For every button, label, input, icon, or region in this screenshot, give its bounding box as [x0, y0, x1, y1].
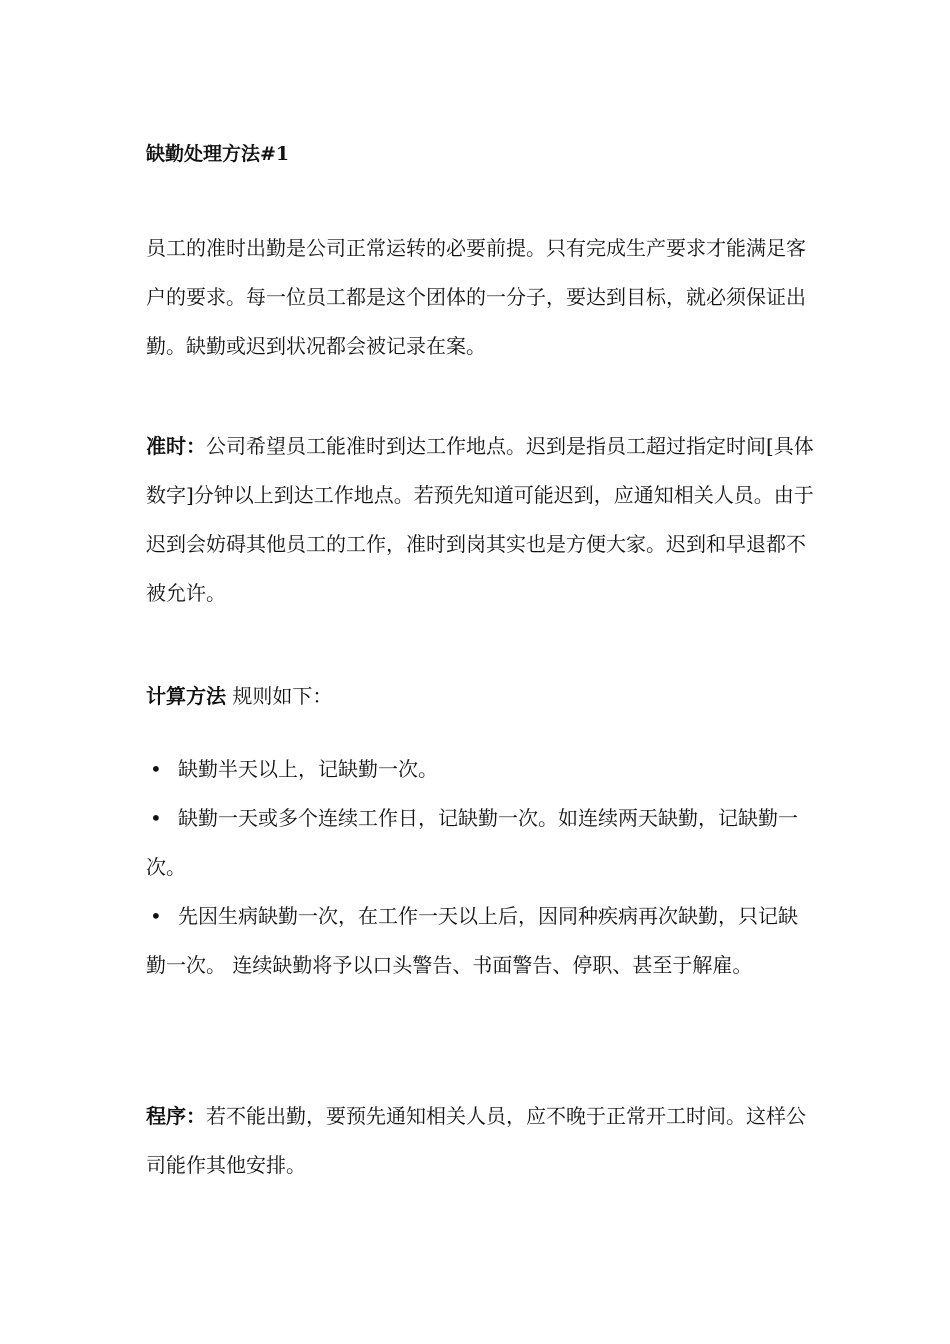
- bullet-text: 缺勤半天以上，记缺勤一次。: [178, 757, 438, 781]
- procedure-paragraph: [146, 1092, 816, 1190]
- list-item: [146, 745, 816, 794]
- list-item: [146, 892, 816, 990]
- calculation-paragraph: [146, 672, 816, 721]
- bullet-text: 先因生病缺勤一次，在工作一天以上后，因同种疾病再次缺勤，只记缺勤一次。 连续缺勤将予以口头警告、书面警告、停职、甚至于解雇。: [146, 904, 798, 977]
- bullet-text: 缺勤一天或多个连续工作日，记缺勤一次。如连续两天缺勤，记缺勤一次。: [146, 806, 798, 879]
- procedure-heading: 程序：: [146, 1104, 206, 1128]
- punctuality-paragraph: [146, 422, 816, 618]
- procedure-text: 若不能出勤，要预先通知相关人员，应不晚于正常开工时间。这样公司能作其他安排。: [146, 1104, 806, 1177]
- bullet-icon: •: [150, 904, 162, 928]
- list-item: [146, 794, 816, 892]
- calculation-heading: 计算方法: [146, 684, 226, 708]
- bullet-icon: •: [150, 757, 162, 781]
- document-title: 缺勤处理方法#1: [146, 143, 290, 165]
- punctuality-text: 公司希望员工能准时到达工作地点。迟到是指员工超过指定时间[具体数字]分钟以上到达工作地点。若预先知道可能迟到，应通知相关人员。由于迟到会妨碍其他员工的工作，准时到岗其实也是方便大家。迟到和早退都不被允许。: [146, 434, 814, 605]
- intro-paragraph: 员工的准时出勤是公司正常运转的必要前提。只有完成生产要求才能满足客户的要求。每一位员工都是这个团体的一分子，要达到目标，就必须保证出勤。缺勤或迟到状况都会被记录在案。: [146, 236, 806, 358]
- punctuality-heading: 准时：: [146, 434, 206, 458]
- bullet-icon: •: [150, 806, 162, 830]
- calculation-text: 规则如下：: [226, 684, 333, 708]
